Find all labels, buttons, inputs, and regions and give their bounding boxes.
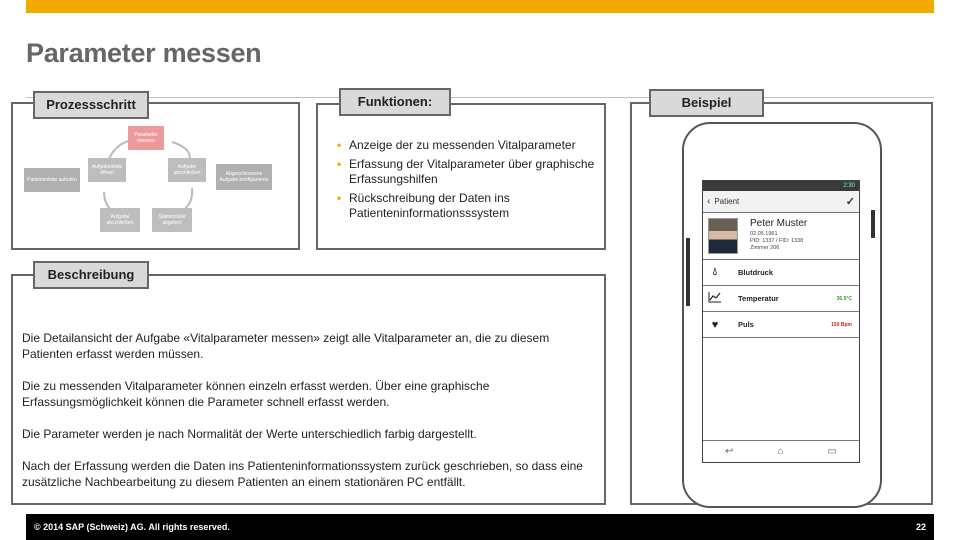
recent-apps-icon[interactable]: ▭ <box>827 446 837 457</box>
back-icon[interactable]: ↩ <box>725 446 734 457</box>
vital-label: Temperatur <box>738 294 779 303</box>
process-tag: Prozessschritt <box>33 91 149 119</box>
chart-line-icon <box>708 291 722 306</box>
vital-value: 150 Bpm <box>831 321 852 328</box>
status-bar <box>703 181 859 191</box>
description-paragraph: Nach der Erfassung werden die Daten ins Patienteninformationssystem zurück geschrieben, so dass eine zusätzliche Nachbearbeitung zu diesem Patienten an einem stationären PC entfällt. <box>22 459 583 489</box>
process-step: Aufgabe abschließen <box>168 158 206 182</box>
phone-screen <box>702 180 860 463</box>
app-bar <box>703 191 859 213</box>
patient-name: Peter Muster <box>750 218 808 229</box>
title-divider <box>26 97 934 98</box>
patient-details <box>750 231 803 252</box>
vital-label: Blutdruck <box>738 268 774 277</box>
description-tag: Beschreibung <box>33 261 149 289</box>
vital-row-blutdruck[interactable] <box>703 260 859 286</box>
process-diagram <box>22 122 292 240</box>
process-step: Stationsliste abgeben <box>152 208 192 232</box>
home-icon[interactable]: ⌂ <box>777 446 784 457</box>
process-step: Aufgabe abschließen <box>100 208 140 232</box>
process-step: Patientenliste aufrufen <box>24 168 80 192</box>
phone-side-button <box>871 210 875 238</box>
patient-card <box>703 213 859 260</box>
description-paragraph: Die Detailansicht der Aufgabe «Vitalparameter messen» zeigt alle Vitalparameter an, die zu diesem Patienten erfasst werden müssen. <box>22 331 550 361</box>
vital-label: Puls <box>738 320 754 329</box>
vital-value: 36.5°C <box>836 295 852 302</box>
page-number: 22 <box>915 522 926 532</box>
process-step: Aufgabenliste öffnen <box>88 158 126 182</box>
patient-avatar <box>708 218 738 254</box>
function-item: • Anzeige der zu messenden Vitalparameter <box>337 138 599 154</box>
process-step: Abgeschlossene Aufgabe konfigurieren <box>216 164 272 190</box>
vital-row-puls[interactable] <box>703 312 859 338</box>
page-title: Parameter messen <box>26 38 262 68</box>
patient-dob: 02.05.1961 <box>750 231 778 237</box>
description-paragraph: Die Parameter werden je nach Normalität der Werte unterschiedlich farbig dargestellt. <box>22 427 477 441</box>
phone-side-button <box>686 238 690 306</box>
functions-list <box>337 138 599 225</box>
function-item: • Erfassung der Vitalparameter über graphische Erfassungshilfen <box>337 157 599 188</box>
vital-row-temperatur[interactable] <box>703 286 859 312</box>
status-time: 2:30 <box>843 183 855 189</box>
patient-ids: PID: 1337 / FID: 1338 <box>750 238 804 244</box>
top-accent-bar <box>26 0 934 13</box>
function-item: • Rückschreibung der Daten ins Patienteninformationsssystem <box>337 191 599 222</box>
back-arrow-icon[interactable]: ‹ <box>707 196 711 207</box>
check-icon[interactable]: ✓ <box>845 196 855 208</box>
functions-tag: Funktionen: <box>339 88 451 116</box>
heart-icon: ♥ <box>711 318 719 331</box>
process-step-current: Parameter messen <box>128 126 164 150</box>
description-text <box>22 330 592 490</box>
description-paragraph: Die zu messenden Vitalparameter können einzeln erfasst werden. Über eine graphische Erfassungsmöglichkeit können die Parameter schnell erfasst werden. <box>22 379 490 409</box>
copyright-text: © 2014 SAP (Schweiz) AG. All rights reserved. <box>34 522 230 532</box>
footer-bar <box>26 514 934 540</box>
patient-room: Zimmer 206 <box>750 245 780 251</box>
blood-drop-icon: 💧︎ <box>712 266 718 278</box>
app-bar-title: Patient <box>714 197 740 206</box>
example-tag: Beispiel <box>649 89 764 117</box>
android-nav-bar <box>703 440 859 462</box>
